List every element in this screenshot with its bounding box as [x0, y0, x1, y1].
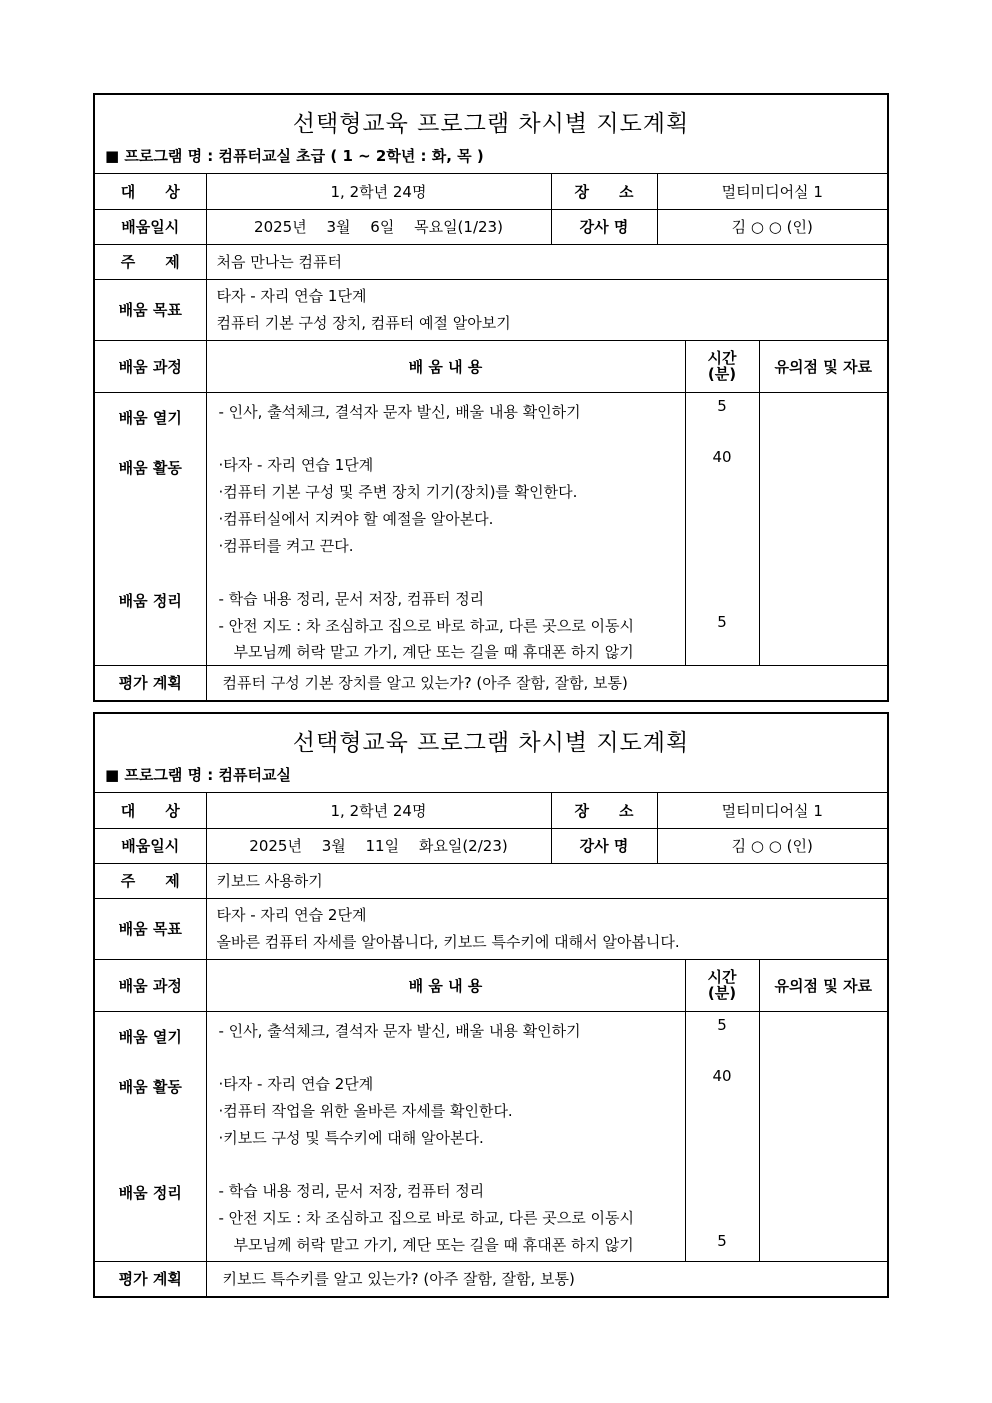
plan-header — [95, 95, 887, 174]
target-row — [95, 174, 887, 209]
goal-line: 타자 - 자리 연습 2단계 — [216, 905, 367, 924]
time-cell — [685, 1011, 759, 1261]
lesson-plan-2 — [93, 712, 889, 1298]
goal-value — [206, 279, 887, 340]
notes-cell — [759, 392, 887, 665]
content-label: 배 움 내 용 — [206, 340, 685, 392]
place-label: 장 소 — [551, 174, 657, 209]
eval-row — [95, 1261, 887, 1296]
time-activity: 40 — [712, 447, 732, 466]
eval-label: 평가 계획 — [95, 665, 206, 700]
phase-closing: 배움 정리 — [118, 591, 182, 610]
teacher-value: 김 ○ ○ (인) — [657, 828, 887, 863]
time-activity: 40 — [712, 1066, 732, 1085]
date-row — [95, 828, 887, 863]
topic-row — [95, 863, 887, 898]
target-value: 1, 2학년 24명 — [206, 174, 551, 209]
content-line: - 안전 지도 : 차 조심하고 집으로 바로 하교, 다른 곳으로 이동시 — [218, 616, 634, 635]
time-label: 시간 (분) — [685, 340, 759, 392]
plan-table — [95, 174, 887, 700]
date-value: 2025년 3월 11일 화요일(2/23) — [206, 828, 551, 863]
goal-label: 배움 목표 — [95, 279, 206, 340]
phase-activity: 배움 활동 — [118, 458, 182, 477]
content-line: - 인사, 출석체크, 결석자 문자 발신, 배울 내용 확인하기 — [218, 402, 581, 421]
goal-label: 배움 목표 — [95, 898, 206, 959]
process-label: 배움 과정 — [95, 959, 206, 1011]
time-closing: 5 — [717, 1231, 727, 1250]
content-line: ·컴퓨터를 켜고 끈다. — [218, 536, 354, 555]
program-name: ■ 프로그램 명 : 컴퓨터교실 초급 ( 1 ~ 2학년 : 화, 목 ) — [105, 147, 484, 165]
plan-header — [95, 714, 887, 793]
topic-value: 처음 만나는 컴퓨터 — [206, 244, 887, 279]
process-label: 배움 과정 — [95, 340, 206, 392]
content-line: ·컴퓨터실에서 지켜야 할 예절을 알아본다. — [218, 509, 494, 528]
notes-label: 유의점 및 자료 — [759, 959, 887, 1011]
teacher-value: 김 ○ ○ (인) — [657, 209, 887, 244]
phase-opening: 배움 열기 — [118, 408, 182, 427]
goal-value — [206, 898, 887, 959]
eval-label: 평가 계획 — [95, 1261, 206, 1296]
goal-line: 타자 - 자리 연습 1단계 — [216, 286, 367, 305]
content-line: 부모님께 허락 맡고 가기, 계단 또는 길을 때 휴대폰 하지 않기 — [218, 642, 634, 661]
plan-table — [95, 793, 887, 1296]
time-label: 시간 (분) — [685, 959, 759, 1011]
place-value: 멀티미디어실 1 — [657, 174, 887, 209]
program-name: ■ 프로그램 명 : 컴퓨터교실 — [105, 766, 291, 784]
content-line: ·컴퓨터 기본 구성 및 주변 장치 기기(장치)를 확인한다. — [218, 482, 578, 501]
time-opening: 5 — [717, 1015, 727, 1034]
time-opening: 5 — [717, 396, 727, 415]
plan-title: 선택형교육 프로그램 차시별 지도계획 — [292, 111, 690, 137]
content-line: - 안전 지도 : 차 조심하고 집으로 바로 하교, 다른 곳으로 이동시 — [218, 1208, 634, 1227]
topic-label: 주 제 — [95, 863, 206, 898]
lesson-plan-1 — [93, 93, 889, 702]
process-body-row — [95, 392, 887, 665]
time-closing: 5 — [717, 612, 727, 631]
date-value: 2025년 3월 6일 목요일(1/23) — [206, 209, 551, 244]
date-label: 배움일시 — [95, 209, 206, 244]
eval-value: 컴퓨터 구성 기본 장치를 알고 있는가? (아주 잘함, 잘함, 보통) — [206, 665, 887, 700]
eval-row — [95, 665, 887, 700]
content-line: - 학습 내용 정리, 문서 저장, 컴퓨터 정리 — [218, 1181, 485, 1200]
content-label: 배 움 내 용 — [206, 959, 685, 1011]
goal-row — [95, 898, 887, 959]
process-header-row — [95, 340, 887, 392]
phase-cell — [95, 1011, 206, 1261]
content-line: 부모님께 허락 맡고 가기, 계단 또는 길을 때 휴대폰 하지 않기 — [218, 1235, 634, 1254]
process-body-row — [95, 1011, 887, 1261]
date-label: 배움일시 — [95, 828, 206, 863]
target-label: 대 상 — [95, 174, 206, 209]
content-cell — [206, 1011, 685, 1261]
goal-line: 올바른 컴퓨터 자세를 알아봅니다, 키보드 특수키에 대해서 알아봅니다. — [216, 932, 680, 951]
content-line: - 인사, 출석체크, 결석자 문자 발신, 배울 내용 확인하기 — [218, 1021, 581, 1040]
notes-cell — [759, 1011, 887, 1261]
topic-label: 주 제 — [95, 244, 206, 279]
time-cell — [685, 392, 759, 665]
goal-row — [95, 279, 887, 340]
teacher-label: 강사 명 — [551, 828, 657, 863]
goal-line: 컴퓨터 기본 구성 장치, 컴퓨터 예절 알아보기 — [216, 313, 511, 332]
target-label: 대 상 — [95, 793, 206, 828]
date-row — [95, 209, 887, 244]
content-line: ·타자 - 자리 연습 1단계 — [218, 455, 374, 474]
topic-value: 키보드 사용하기 — [206, 863, 887, 898]
target-value: 1, 2학년 24명 — [206, 793, 551, 828]
content-line: - 학습 내용 정리, 문서 저장, 컴퓨터 정리 — [218, 589, 485, 608]
content-line: ·컴퓨터 작업을 위한 올바른 자세를 확인한다. — [218, 1101, 513, 1120]
content-line: ·타자 - 자리 연습 2단계 — [218, 1074, 374, 1093]
process-header-row — [95, 959, 887, 1011]
teacher-label: 강사 명 — [551, 209, 657, 244]
place-value: 멀티미디어실 1 — [657, 793, 887, 828]
phase-closing: 배움 정리 — [118, 1183, 182, 1202]
content-cell — [206, 392, 685, 665]
phase-opening: 배움 열기 — [118, 1027, 182, 1046]
phase-activity: 배움 활동 — [118, 1077, 182, 1096]
content-line: ·키보드 구성 및 특수키에 대해 알아본다. — [218, 1128, 484, 1147]
plan-title: 선택형교육 프로그램 차시별 지도계획 — [292, 730, 690, 756]
notes-label: 유의점 및 자료 — [759, 340, 887, 392]
phase-cell — [95, 392, 206, 665]
place-label: 장 소 — [551, 793, 657, 828]
target-row — [95, 793, 887, 828]
topic-row — [95, 244, 887, 279]
eval-value: 키보드 특수키를 알고 있는가? (아주 잘함, 잘함, 보통) — [206, 1261, 887, 1296]
